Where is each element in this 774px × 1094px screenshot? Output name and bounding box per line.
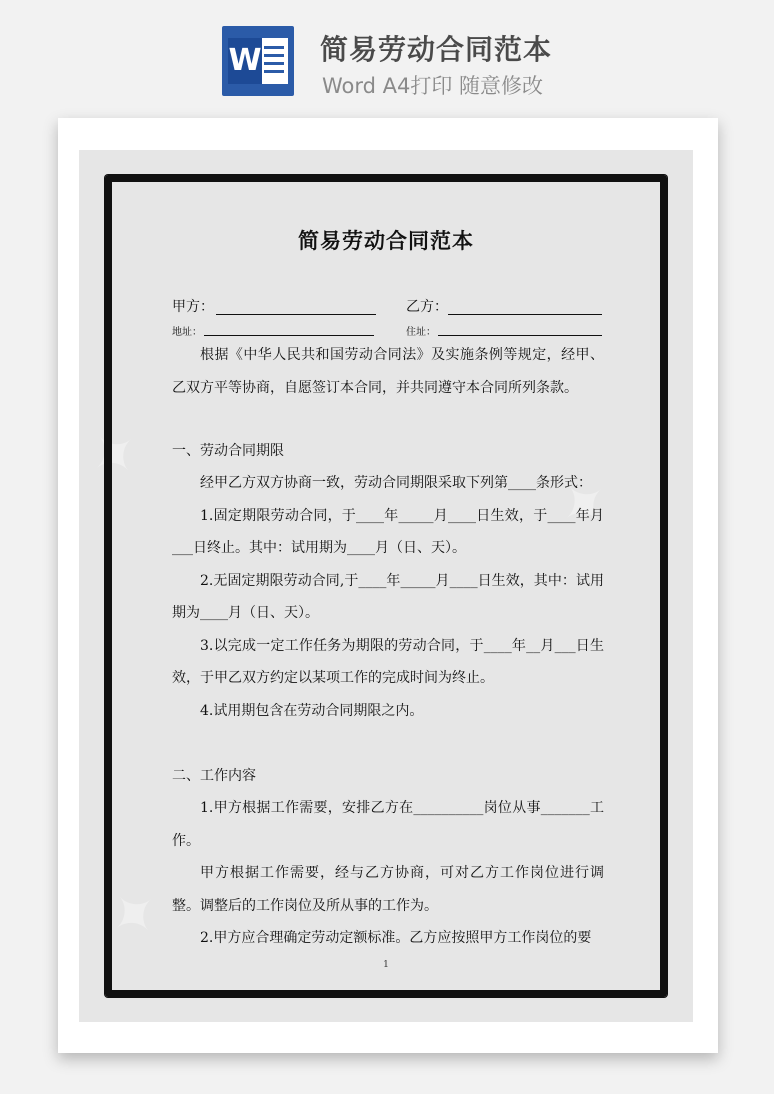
residence-blank[interactable] xyxy=(438,335,602,336)
intro-paragraph xyxy=(172,339,604,404)
word-icon-letter: W xyxy=(228,38,262,84)
residence-label: 住址： xyxy=(406,327,436,338)
section2-body xyxy=(172,792,604,955)
intro-text: 根据《中华人民共和国劳动合同法》及实施条例等规定，经甲、乙双方平等协商，自愿签订本合同，并共同遵守本合同所列条款。 xyxy=(172,347,604,396)
document-title: 简易劳动合同范本 xyxy=(298,228,474,253)
party-b-label: 乙方： xyxy=(406,299,448,315)
party-a-label: 甲方： xyxy=(172,299,214,315)
party-a-blank[interactable] xyxy=(216,314,376,315)
watermark: ✦ xyxy=(93,872,177,958)
section1-title: 一、劳动合同期限 xyxy=(172,443,284,459)
section2-para: 甲方根据工作需要，经与乙方协商，可对乙方工作岗位进行调整。调整后的工作岗位及所从事的工作为。 xyxy=(172,865,604,914)
party-b-blank[interactable] xyxy=(448,314,602,315)
banner-subtitle: Word A4打印 随意修改 xyxy=(322,74,544,98)
section1-para: 2.无固定期限劳动合同,于____年_____月____日生效，其中：试用期为____月（日、天）。 xyxy=(172,572,604,621)
page-number: 1 xyxy=(383,960,389,970)
banner-title: 简易劳动合同范本 xyxy=(320,33,553,66)
address-label: 地址： xyxy=(172,327,202,338)
section1-para: 1.固定期限劳动合同，于____年_____月____日生效，于____年月___日终止。其中：试用期为____月（日、天）。 xyxy=(172,507,604,556)
watermark: ✦ xyxy=(73,412,157,498)
section1-para: 3.以完成一定工作任务为期限的劳动合同，于____年__月___日生效，于甲乙双方约定以某项工作的完成时间为终止。 xyxy=(172,637,604,686)
watermark: ✦ xyxy=(543,462,627,548)
section2-title: 二、工作内容 xyxy=(172,768,256,784)
word-icon xyxy=(222,26,294,96)
address-blank[interactable] xyxy=(204,335,374,336)
section2-para: 1.甲方根据工作需要，安排乙方在__________岗位从事_______工作。 xyxy=(172,800,604,849)
section1-body xyxy=(172,467,604,727)
section1-para: 4.试用期包含在劳动合同期限之内。 xyxy=(200,702,424,719)
section2-para: 2.甲方应合理确定劳动定额标准。乙方应按照甲方工作岗位的要 xyxy=(200,930,592,946)
section1-para: 经甲乙方双方协商一致，劳动合同期限采取下列第____条形式： xyxy=(200,475,592,491)
banner xyxy=(0,0,774,110)
